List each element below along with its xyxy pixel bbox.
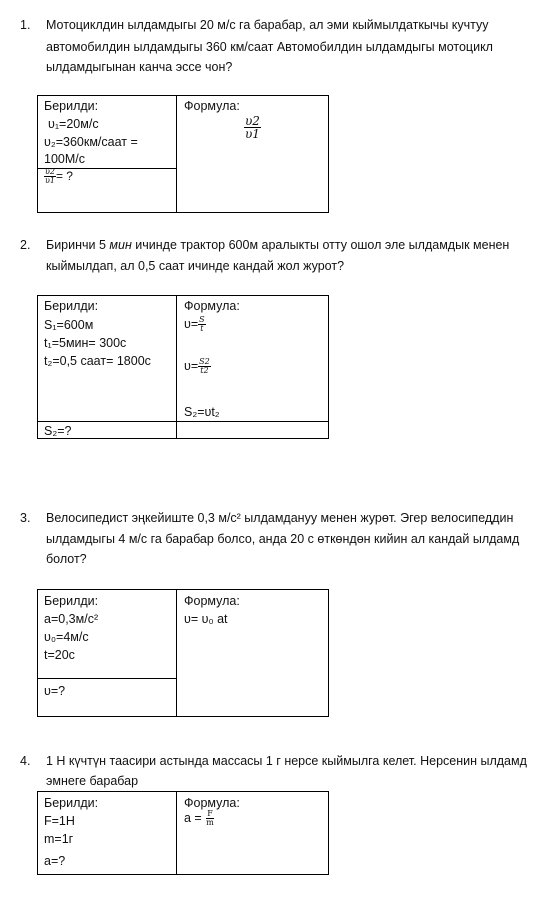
q2-find: S₂=?: [44, 424, 72, 438]
q2-formula-label: Формула:: [184, 299, 240, 313]
q1-given-label: Берилди:: [44, 99, 99, 113]
q1-find-fraction: $\frac{\upsilon 2}{\upsilon 1}$: [45, 167, 55, 185]
q2-text-line: кыймылдап, ал 0,5 саат ичинде кандай жол журот?: [46, 259, 345, 273]
q1-number: 1.: [20, 18, 31, 32]
q4-find: a=?: [44, 854, 66, 868]
q3-text-line: Велосипедист эңкейиште 0,3 м/с² ылдамдануу менен журөт. Эгер велосипеддин: [46, 511, 514, 525]
q4-text-line: эмнеге барабар: [46, 774, 139, 788]
q3-given-item: υ₀=4м/с: [44, 630, 89, 644]
q1-given-item: 100М/с: [44, 152, 85, 166]
q4-given-item: F=1Н: [44, 814, 75, 828]
q3-table-divider: [176, 589, 177, 717]
q4-text-line: 1 Н күчтүн таасири астында массасы 1 г нерсе кыймылга келет. Нерсенин ылдамд: [46, 754, 527, 768]
q3-formula-label: Формула:: [184, 594, 240, 608]
q3-given-item: t=20с: [44, 648, 75, 662]
q1-text-line: автомобилдин ылдамдыгы 360 км/саат Автомобилдин ылдамдыгы мотоцикл: [46, 40, 493, 54]
q1-find: $\frac{\upsilon 2}{\upsilon 1}$ = ?: [45, 167, 73, 185]
q2-number: 2.: [20, 238, 31, 252]
q2-text-line: Биринчи 5 мин ичинде трактор 600м аралыкты отту ошол эле ылдамдык менен: [46, 238, 510, 252]
q2-formula-2: υ= $\frac{S2}{t2}$: [184, 357, 210, 375]
q1-table-divider: [176, 95, 177, 213]
q2-formula-3: S₂=υt₂: [184, 405, 220, 419]
q1-formula-label: Формула:: [184, 99, 240, 113]
q2-given-item: S₁=600м: [44, 318, 94, 332]
q3-text-line: ылдамдыгы 4 м/с га барабар болсо, анда 20 с өткөндөн кийин ал кандай ылдамд: [46, 532, 520, 546]
q1-given-item: υ₂=360км/саат =: [44, 135, 138, 149]
q3-table-divider: [37, 678, 177, 679]
q3-number: 3.: [20, 511, 31, 525]
q1-text-line: Мотоциклдин ылдамдыгы 20 м/с га барабар, ал эми кыймылдаткычы кучтуу: [46, 18, 489, 32]
q1-formula: $\frac{\upsilon 2}{\upsilon 1}$: [245, 114, 260, 141]
q1-text-line: ылдамдыгынан канча эссе чон?: [46, 60, 233, 74]
q2-given-item: t₂=0,5 саат= 1800с: [44, 354, 151, 368]
q3-given-label: Берилди:: [44, 594, 99, 608]
q2-table-divider: [176, 295, 177, 439]
q1-given-item: υ₁=20м/с: [48, 117, 99, 131]
q4-given-item: m=1г: [44, 832, 74, 846]
q2-formula-1: υ= $\frac{S}{t}$: [184, 315, 205, 333]
q3-given-item: а=0,3м/с²: [44, 612, 99, 626]
q3-formula: υ= υ₀ at: [184, 612, 228, 626]
q4-given-label: Берилди:: [44, 796, 99, 810]
q4-formula-label: Формула:: [184, 796, 240, 810]
q3-find: υ=?: [44, 684, 66, 698]
q2-given-label: Берилди:: [44, 299, 99, 313]
q4-table-divider: [176, 791, 177, 875]
q4-number: 4.: [20, 754, 31, 768]
q2-given-item: t₁=5мин= 300с: [44, 336, 127, 350]
q4-formula: a = $\frac{F}{m}$: [184, 809, 214, 827]
q3-text-line: болот?: [46, 552, 87, 566]
q2-table-divider: [37, 421, 329, 422]
